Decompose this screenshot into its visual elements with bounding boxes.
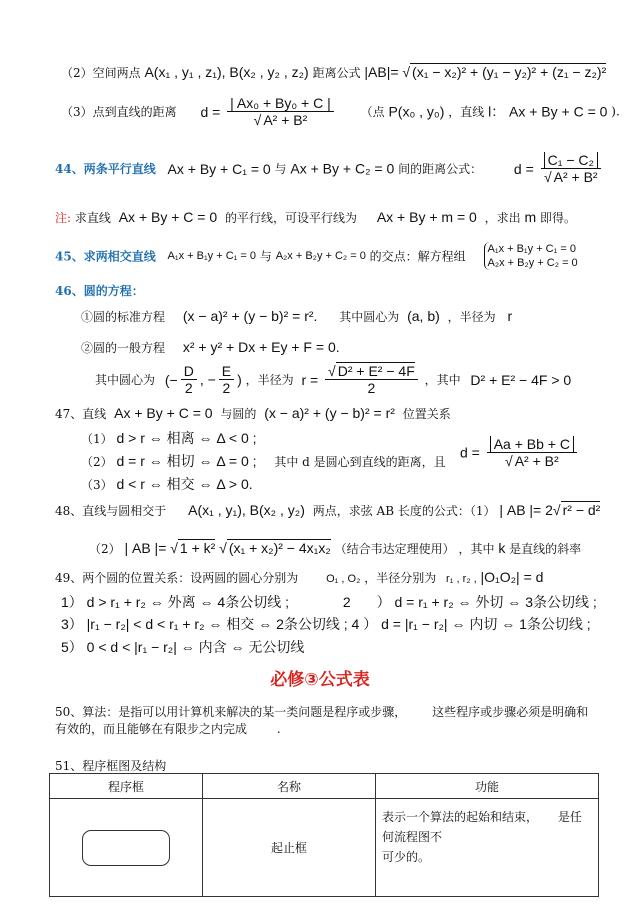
denominator: A² + B² (263, 112, 308, 128)
paragraph-text: 有效的，而且能够在有限步之内完成 (55, 722, 248, 736)
equation: (x − a)² + (y − b)² = r² (264, 405, 395, 421)
formula: | AB |= 2 (499, 502, 553, 518)
case-5: 5） 0 < d < |r₁ − r₂| ⇔ 内含 ⇔ 无公切线 (61, 639, 305, 655)
column-header: 程序框 (50, 774, 203, 799)
section-title: 45、求两相交直线 (55, 249, 156, 264)
formula-lhs: r = (301, 371, 319, 388)
circle-standard (81, 308, 512, 325)
numerator: Aa + Bb + C (490, 436, 574, 452)
denominator: 2 (184, 380, 193, 396)
numerator: C₁ − C₂ (544, 152, 598, 168)
radicand: (x₁ + x₂)² − 4x₁x₂ (228, 540, 331, 556)
section-51-title: 51、程序框图及结构 (55, 759, 167, 773)
flowchart-table (49, 773, 599, 897)
centers: O₁ , O₂ (326, 573, 361, 585)
case-label: （3） (81, 478, 113, 492)
radius: r (507, 308, 513, 324)
system-eq-1: A₁x + B₁y + C₁ = 0 (487, 243, 576, 255)
section-49 (55, 569, 543, 586)
description: ，其中 (424, 373, 461, 387)
note-label: 注: (55, 211, 72, 225)
denominator: 2 (367, 380, 376, 396)
description: ，半径为 (447, 310, 496, 324)
fraction (219, 363, 234, 396)
note-text: ，直线 (448, 105, 485, 119)
equation: A₁x + B₁y + C₁ = 0 (167, 250, 257, 262)
equation: Ax + By + C₁ = 0 (167, 160, 271, 177)
center: (a, b) (407, 308, 440, 324)
numerator: E (219, 363, 234, 380)
denominator: A² + B² (553, 169, 598, 185)
item-label: ②圆的一般方程 (81, 341, 166, 355)
section-50-line-2 (55, 720, 281, 737)
case-text: ） d = r₁ + r₂ ⇔ 外切 ⇔ 3条公切线 ; (376, 594, 597, 610)
fraction (181, 363, 197, 396)
paragraph-text: . (276, 722, 281, 736)
column-header: 功能 (376, 774, 599, 799)
distance-3d-line: （2）空间两点 A(x₁ , y₁ , z₁), B(x₂ , y₂ , z₂) 距离公式 |AB|= √ (x₁ − x₂)² + (y₁ − y₂)² + (z₁ − z₂)² (61, 64, 607, 80)
description: 的交点：解方程组 (369, 249, 466, 264)
description: 其中圆心为 (339, 310, 400, 324)
equation: A₂x + B₂y + C₂ = 0 (275, 250, 366, 262)
case-label: （1） (81, 432, 113, 446)
equation-system (484, 242, 578, 270)
paragraph-text: 50、算法：是指可以用计算机来解决的某一类问题是程序或步骤， (55, 705, 407, 719)
numerator: D (181, 363, 197, 380)
conjunction: 与 (259, 249, 272, 264)
note-text: ，求出 (484, 211, 521, 225)
equation: Ax + By + C = 0 (114, 405, 213, 421)
function-text: 表示一个算法的起始和结束， (382, 810, 539, 824)
description: ，半径分别为 (364, 571, 437, 585)
case-2 (81, 451, 446, 471)
item-label: ①圆的标准方程 (81, 310, 166, 324)
distance-formula (460, 436, 580, 469)
description: ，其中 (458, 542, 495, 556)
formula-lhs: d = (513, 160, 534, 177)
radicand: r² − d² (562, 502, 601, 518)
denominator: A² + B² (514, 453, 559, 469)
variable: m (524, 209, 537, 225)
item-label: （3）点到直线的距离 (61, 105, 177, 119)
section-heading: 必修③公式表 (270, 670, 370, 690)
description: 间的距离公式： (398, 162, 483, 176)
table-row (50, 799, 599, 897)
section-title: 44、两条平行直线 (55, 162, 156, 176)
section-title: 47、直线 (55, 407, 107, 421)
formula-lhs: |AB|= (364, 64, 399, 80)
case-text: 1） d > r₁ + r₂ ⇔ 外离 ⇔ 4条公切线 ; (61, 594, 289, 610)
numerator: D² + E² − 4F (337, 363, 415, 379)
section-48: 48、直线与圆相交于 A(x₁ , y₁), B(x₂ , y₂) 两点，求弦 AB 长度的公式：（1） | AB |= 2√ r² − d² (55, 502, 601, 518)
section-45 (55, 242, 578, 270)
section-44 (55, 152, 604, 185)
equation: Ax + By + m = 0 (376, 209, 477, 225)
case-3-4: 3） |r₁ − r₂| < d < r₁ + r₂ ⇔ 相交 ⇔ 2条公切线 ; 4 ） d = |r₁ − r₂| ⇔ 内切 ⇔ 1条公切线 ; (61, 616, 591, 632)
case-1 (61, 592, 597, 612)
equation: Ax + By + C = 0 (118, 209, 218, 225)
paragraph-text: 这些程序或步骤必须是明确和 (432, 705, 589, 719)
section-46-title: 46、圆的方程： (55, 284, 144, 298)
column-header: 名称 (203, 774, 376, 799)
circle-general (81, 339, 340, 356)
case-text: d > r ⇔ 相离 ⇔ Δ < 0 ; (116, 430, 257, 446)
section-50-line-1 (55, 703, 588, 720)
shape-name: 起止框 (203, 799, 376, 897)
distance: |O₁O₂| = d (480, 569, 544, 585)
note-line (55, 209, 576, 226)
points: A(x₁ , y₁), B(x₂ , y₂) (188, 502, 305, 518)
point-line-distance (61, 95, 620, 128)
function-text: 是任何流程图不 (382, 810, 582, 844)
radicand: (x₁ − x₂)² + (y₁ − y₂)² + (z₁ − z₂)² (412, 64, 607, 80)
denominator: 2 (222, 380, 231, 396)
note-text: 求直线 (74, 211, 111, 225)
description: 其中 d 是圆心到直线的距离，且 (274, 455, 446, 469)
equation: (x − a)² + (y − b)² = r². (182, 308, 318, 324)
case-text: d = r ⇔ 相切 ⇔ Δ = 0 ; (116, 453, 257, 469)
note-text: （点 (360, 105, 385, 119)
description: 长度的公式：（1） (397, 504, 496, 518)
formula-label: 距离公式 (312, 66, 361, 80)
fraction: $\frac{\text{C₁ − C₂}}{\text{√ A² + B²}}$ (541, 152, 601, 185)
points-formula: A(x₁ , y₁ , z₁), B(x₂ , y₂ , z₂) (144, 64, 309, 80)
conjunction: 与圆的 (220, 407, 257, 421)
radicand: 1 + k² (179, 540, 216, 556)
note-text: 的平行线，可设平行线为 (224, 211, 357, 225)
note-text: 即得。 (540, 211, 577, 225)
case-1 (81, 428, 257, 448)
section-48-formula-2: （2） | AB |= √ 1 + k² √ (x₁ + x₂)² − 4x₁x₂ （结合韦达定理使用） ，其中 k 是直线的斜率 (89, 540, 582, 556)
line-equation: Ax + By + C = 0 (509, 103, 608, 120)
description: 两点，求弦 (312, 504, 373, 518)
formula-lhs: d = (460, 444, 480, 461)
conjunction: 与 (274, 162, 287, 176)
case-text: d < r ⇔ 相交 ⇔ Δ > 0. (116, 476, 253, 492)
description: 其中圆心为 (95, 373, 156, 387)
function-text: 可少的。 (382, 850, 431, 864)
end-text: ). (611, 104, 620, 119)
fraction: $\frac{\text{| Ax₀ + By₀ + C |}}{\text{√ A² + B²}}$ (227, 95, 334, 128)
equation: x² + y² + Dx + Ey + F = 0. (182, 339, 340, 355)
item-label: （2） (89, 542, 121, 556)
description: 位置关系 (402, 407, 451, 421)
section-title: 48、直线与圆相交于 (55, 504, 167, 518)
fraction: $\frac{Aa + Bb + C}{\text{√ A² + B²}}$ (487, 436, 577, 469)
circle-general-center: 其中圆心为 (− $\frac{D}{2}$ , − $\frac{E}{2}$ ) ，半径为 r = $\frac{\text{√ D² + E² − 4F}}{2}$ ，其中 D² + E² − 4F > 0 (95, 363, 572, 396)
system-eq-2: A₂x + B₂y + C₂ = 0 (487, 257, 578, 269)
radii: r₁ , r₂ , (446, 573, 477, 585)
numerator: | Ax₀ + By₀ + C | (227, 95, 334, 112)
formula-lhs: d = (200, 103, 221, 120)
point-p: P(x₀ , y₀) (388, 103, 445, 120)
chord: AB (376, 504, 395, 518)
equation: Ax + By + C₂ = 0 (290, 160, 395, 177)
note: （结合韦达定理使用） (334, 542, 455, 556)
item-label: （2）空间两点 (61, 66, 141, 80)
fraction: $\frac{\text{√ D² + E² − 4F}}{2}$ (325, 363, 418, 396)
description: 是直线的斜率 (509, 542, 582, 556)
case-label: （2） (81, 455, 113, 469)
condition: D² + E² − 4F > 0 (470, 371, 572, 388)
section-47 (55, 405, 451, 422)
terminal-box-shape (82, 830, 170, 866)
description: ，半径为 (245, 373, 294, 387)
line-name: l： (488, 103, 506, 120)
formula: | AB |= (124, 540, 167, 556)
case-3 (81, 474, 253, 494)
terminal-shape-cell (50, 799, 203, 897)
variable: k (498, 540, 506, 556)
shape-function (376, 799, 599, 897)
section-title: 49、两个圆的位置关系：设两圆的圆心分别为 (55, 571, 299, 585)
case-label: 2 (342, 594, 351, 610)
